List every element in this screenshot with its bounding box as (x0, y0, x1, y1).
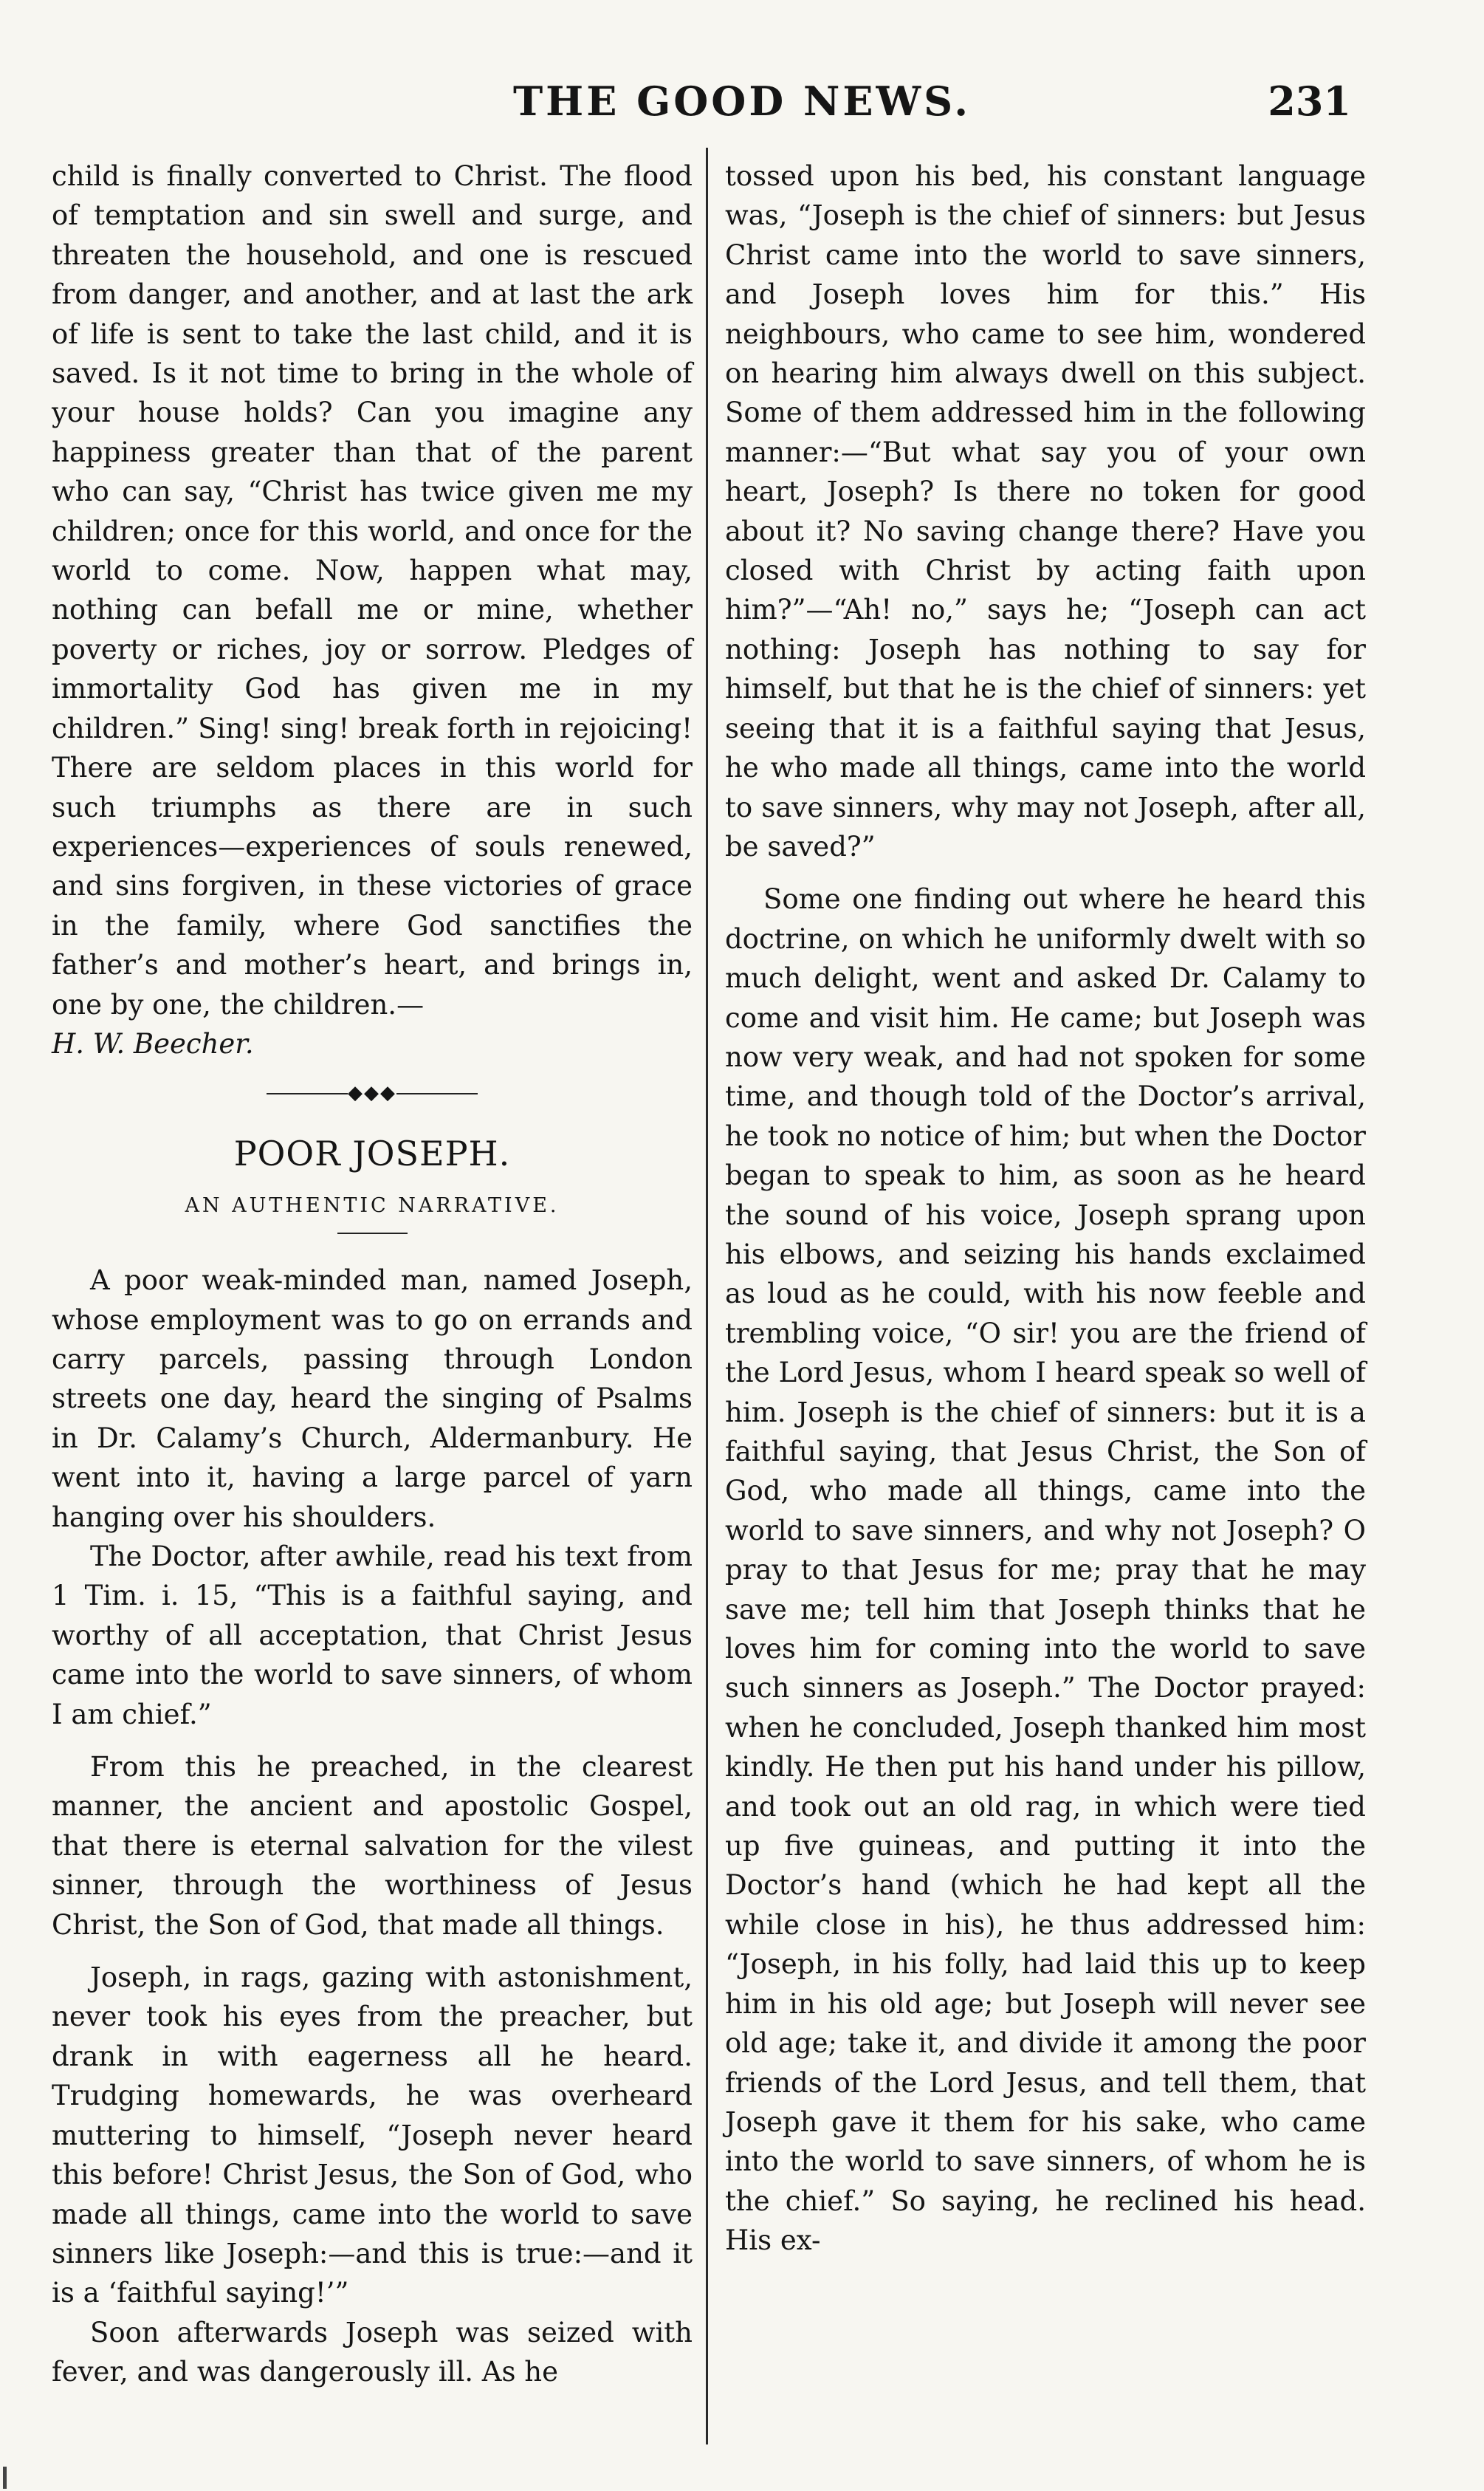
article-paragraph: Some one finding out where he heard this doctrine, on which he uniformly dwelt with so much delight, went and asked Dr. Calamy to come and visit him. He came; but Joseph was now very weak, and had not spoken for some time, and though told of the Doctor’s arrival, he took no notice of him; but when the Doctor began to speak to him, as soon as he heard the sound of his voice, Joseph sprang upon his elbows, and seizing his hands exclaimed as loud as he could, with his now feeble and trembling voice, “O sir! you are the friend of the Lord Jesus, whom I heard speak so well of him. Joseph is the chief of sinners: but it is a faithful saying, that Jesus Christ, the Son of God, who made all things, came into the world to save sinners, and why not Joseph? O pray to that Jesus for me; pray that he may save me; tell him that Joseph thinks that he loves him for coming into the world to save such sinners as Joseph.” The Doctor prayed: when he concluded, Joseph thanked him most kindly. He then put his hand under his pillow, and took out an old rag, in which were tied up five guineas, and putting it into the Doctor’s hand (which he had kept all the while close in his), he thus addressed him: “Joseph, in his folly, had laid this up to keep him in his old age; but Joseph will never see old age; take it, and divide it among the poor friends of the Lord Jesus, and tell them, that Joseph gave it them for his sake, who came into the world to save sinners, of whom he is the chief.” So saying, he reclined his head. His ex- (725, 883, 1366, 2257)
article-paragraph: The Doctor, after awhile, read his text from 1 Tim. i. 15, “This is a faithful saying, and worthy of all acceptation, that Christ Jesus came into the world to save sinners, of whom I am chief.” (52, 1541, 693, 1730)
article-paragraph: Joseph, in rags, gazing with astonishment, never took his eyes from the preacher, but drank in with eagerness all he heard. Trudging homewards, he was overheard muttering to himself, “Joseph never heard this before! Christ Jesus, the Son of God, who made all things, came into the world to save sinners like Joseph:—and this is true:—and it is a ‘faithful saying!’” (52, 1961, 693, 2309)
signature: H. W. Beecher. (52, 1027, 254, 1060)
page-number: 231 (1268, 78, 1351, 125)
article-paragraph: From this he preached, in the clearest manner, the ancient and apostolic Gospel, that there is eternal salvation for the vilest sinner, through the worthiness of Jesus Christ, the Son of God, that made all things. (52, 1751, 693, 1941)
title-rule (337, 1233, 408, 1234)
column-rule (706, 148, 708, 2444)
article-title: POOR JOSEPH. (233, 1133, 511, 1173)
right-column (725, 157, 1366, 2261)
left-column (52, 157, 693, 2392)
section-divider: ◆◆◆ (52, 1074, 693, 1113)
article-paragraph: tossed upon his bed, his constant language was, “Joseph is the chief of sinners: but Jesus Christ came into the world to save sinners, and Joseph loves him for this.” His neighbours, who came to see him, wondered on hearing him always dwell on this subject. Some of them addressed him in the following manner:—“But what say you of your own heart, Joseph? Is there no token for good about it? No saving change there? Have you closed with Christ by acting faith upon him?”—“Ah! no,” says he; “Joseph can act nothing: Joseph has nothing to say for himself, but that he is the chief of sinners: yet seeing that it is a faithful saying that Jesus, he who made all things, came into the world to save sinners, why may not Joseph, after all, be saved?” (725, 160, 1366, 863)
article-paragraph: A poor weak-minded man, named Joseph, whose employment was to go on errands and carry parcels, passing through London streets one day, heard the singing of Psalms in Dr. Calamy’s Church, Aldermanbury. He went into it, having a large parcel of yarn hanging over his shoulders. (52, 1264, 693, 1533)
running-title: THE GOOD NEWS. (512, 78, 972, 125)
page-header (0, 78, 1484, 129)
continuation-paragraph: child is finally converted to Christ. The flood of temptation and sin swell and surge, and threaten the household, and one is rescued from danger, and another, and at last the ark of life is sent to take the last child, and it is saved. Is it not time to bring in the whole of your house holds? Can you imagine any happiness greater than that of the parent who can say, “Christ has twice given me my children; once for this world, and once for the world to come. Now, happen what may, nothing can befall me or mine, whether poverty or riches, joy or sorrow. Pledges of immortality God has given me in my children.” Sing! sing! break forth in rejoicing! There are seldom places in this world for such triumphs as there are in such experiences—experiences of souls renewed, and sins forgiven, in these victories of grace in the family, where God sanctifies the father’s and mother’s heart, and brings in, one by one, the children.— (52, 160, 693, 1021)
article-paragraph: Soon afterwards Joseph was seized with fever, and was dangerously ill. As he (52, 2316, 693, 2388)
article-subtitle: AN AUTHENTIC NARRATIVE. (185, 1193, 560, 1217)
margin-mark (3, 2467, 7, 2489)
